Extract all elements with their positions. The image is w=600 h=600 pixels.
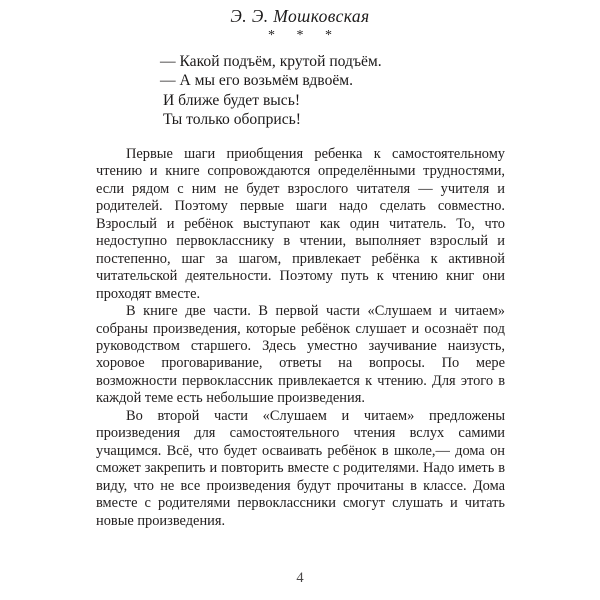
poem-line: — А мы его возьмём вдвоём. [160, 72, 354, 90]
asterisk-separator: * * * [268, 28, 341, 43]
author-heading: Э. Э. Мошковская [230, 6, 370, 26]
poem-block [160, 52, 490, 129]
poem-line: Ты только обопрись! [163, 110, 301, 128]
paragraph: Первые шаги приобщения ребенка к самостоятельному чтению и книге сопровождаются определёнными трудностями, если рядом с ним не будет взрослого читателя — учителя и родителей. Поэтому первые шаги надо сделать совместно. Взрослый и ребёнок выступают как один читатель. То, что недоступно первокласснику в чтении, выполняет взрослый и постепенно, шаг за шагом, привлекает ребёнка к активной читательской деятельности. Поэтому путь к чтению книг они проходят вместе. [96, 146, 505, 302]
poem-line: И ближе будет высь! [163, 91, 301, 109]
paragraph: Во второй части «Слушаем и читаем» предложены произведения для самостоятельного чтения вслух самими учащимся. Всё, что будет осваивать ребёнок в школе,— дома он сможет закрепить и повторить вместе с родителями. Надо иметь в виду, что не все произведения будут прочитаны в классе. Дома вместе с родителями первоклассники смогут слушать и читать новые произведения. [96, 407, 505, 529]
page-number: 4 [296, 570, 304, 586]
paragraph: В книге две части. В первой части «Слушаем и читаем» собраны произведения, которые ребёнок слушает и осознаёт под руководством старшего. Здесь уместно заучивание наизусть, хоровое проговаривание, ответы на вопросы. По мере возможности первоклассник привлекается к чтению. Для этого в каждой теме есть небольшие произведения. [96, 303, 505, 407]
poem-line: — Какой подъём, крутой подъём. [160, 53, 382, 70]
body-text [96, 146, 505, 530]
